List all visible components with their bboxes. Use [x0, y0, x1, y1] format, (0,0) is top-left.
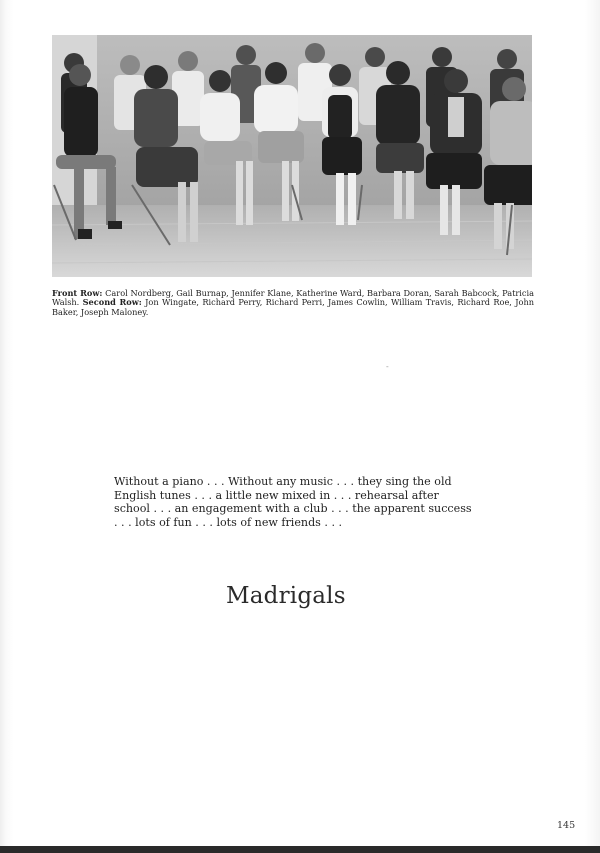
- page-number: 145: [557, 820, 576, 831]
- second-row-names: Jon Wingate, Richard Perry, Richard Perri, James Cowlin, William Travis, Richard Roe, John Baker, Joseph Maloney.: [52, 297, 534, 317]
- second-row-label: Second Row:: [82, 297, 142, 308]
- copy-line: school . . . an engagement with a club . . . the apparent success: [114, 502, 472, 515]
- bottom-edge: [0, 846, 600, 853]
- page-title: Madrigals: [226, 583, 346, 609]
- group-photo: [52, 35, 532, 277]
- body-copy: [114, 475, 474, 529]
- photo-caption: [52, 289, 534, 317]
- copy-line: . . . lots of fun . . . lots of new friends . . .: [114, 515, 343, 529]
- copy-line: Without a piano . . . Without any music . . . they sing the old: [114, 475, 452, 488]
- copy-line: English tunes . . . a little new mixed in . . . rehearsal after: [114, 488, 439, 502]
- stray-mark: -: [386, 362, 389, 371]
- front-row-label: Front Row:: [52, 288, 103, 298]
- front-row-names: Carol Nordberg, Gail Burnap, Jennifer Klane, Katherine Ward, Barbara Doran, Sarah Babcock, Patricia Walsh.: [52, 288, 534, 308]
